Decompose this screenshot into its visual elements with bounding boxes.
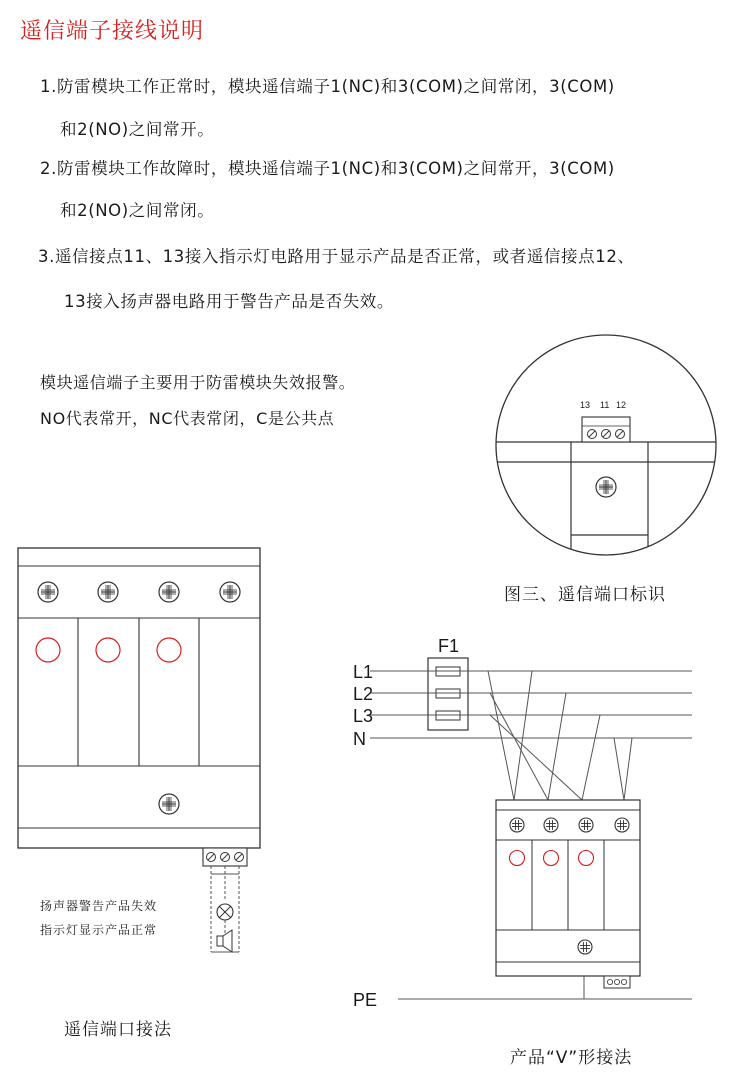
instruction-1-line-1: 1.防雷模块工作正常时，模块遥信端子1(NC)和3(COM)之间常闭，3(COM) (40, 77, 615, 96)
note-line-2: NO代表常开，NC代表常闭，C是公共点 (40, 409, 335, 428)
figure3-terminal-zoom (495, 335, 720, 560)
left-diagram-caption: 遥信端口接法 (64, 1020, 172, 1040)
instruction-3-line-1: 3.遥信接点11、13接入指示灯电路用于显示产品是否正常，或者遥信接点12、 (38, 247, 635, 266)
lamp-note: 指示灯显示产品正常 (40, 923, 158, 937)
note-line-1: 模块遥信端子主要用于防雷模块失效报警。 (40, 373, 356, 392)
line-label-L3: L3 (353, 706, 374, 726)
pe-label: PE (353, 990, 378, 1010)
figure3-caption: 图三、遥信端口标识 (504, 585, 666, 605)
instruction-2-line-2: 和2(NO)之间常闭。 (60, 201, 215, 220)
instruction-1-line-2: 和2(NO)之间常开。 (60, 120, 215, 139)
left-signal-terminal (203, 848, 247, 952)
line-label-N: N (353, 729, 366, 749)
left-module (18, 548, 260, 848)
figure3-terminal-label-12: 12 (616, 400, 627, 410)
line-label-L2: L2 (353, 684, 374, 704)
instruction-3-line-2: 13接入扬声器电路用于警告产品是否失效。 (64, 292, 394, 311)
v-diagram-caption: 产品“V”形接法 (510, 1048, 633, 1068)
line-label-L1: L1 (353, 662, 374, 682)
figure3-terminal-label-11: 11 (600, 400, 610, 410)
v-diagram (370, 658, 692, 999)
speaker-note: 扬声器警告产品失效 (40, 899, 158, 913)
page-title: 遥信端子接线说明 (20, 19, 205, 44)
fuse-label: F1 (438, 636, 460, 656)
figure3-terminal-label-13: 13 (580, 400, 591, 410)
instruction-2-line-1: 2.防雷模块工作故障时，模块遥信端子1(NC)和3(COM)之间常开，3(COM) (40, 159, 615, 178)
speaker-icon (217, 930, 232, 952)
